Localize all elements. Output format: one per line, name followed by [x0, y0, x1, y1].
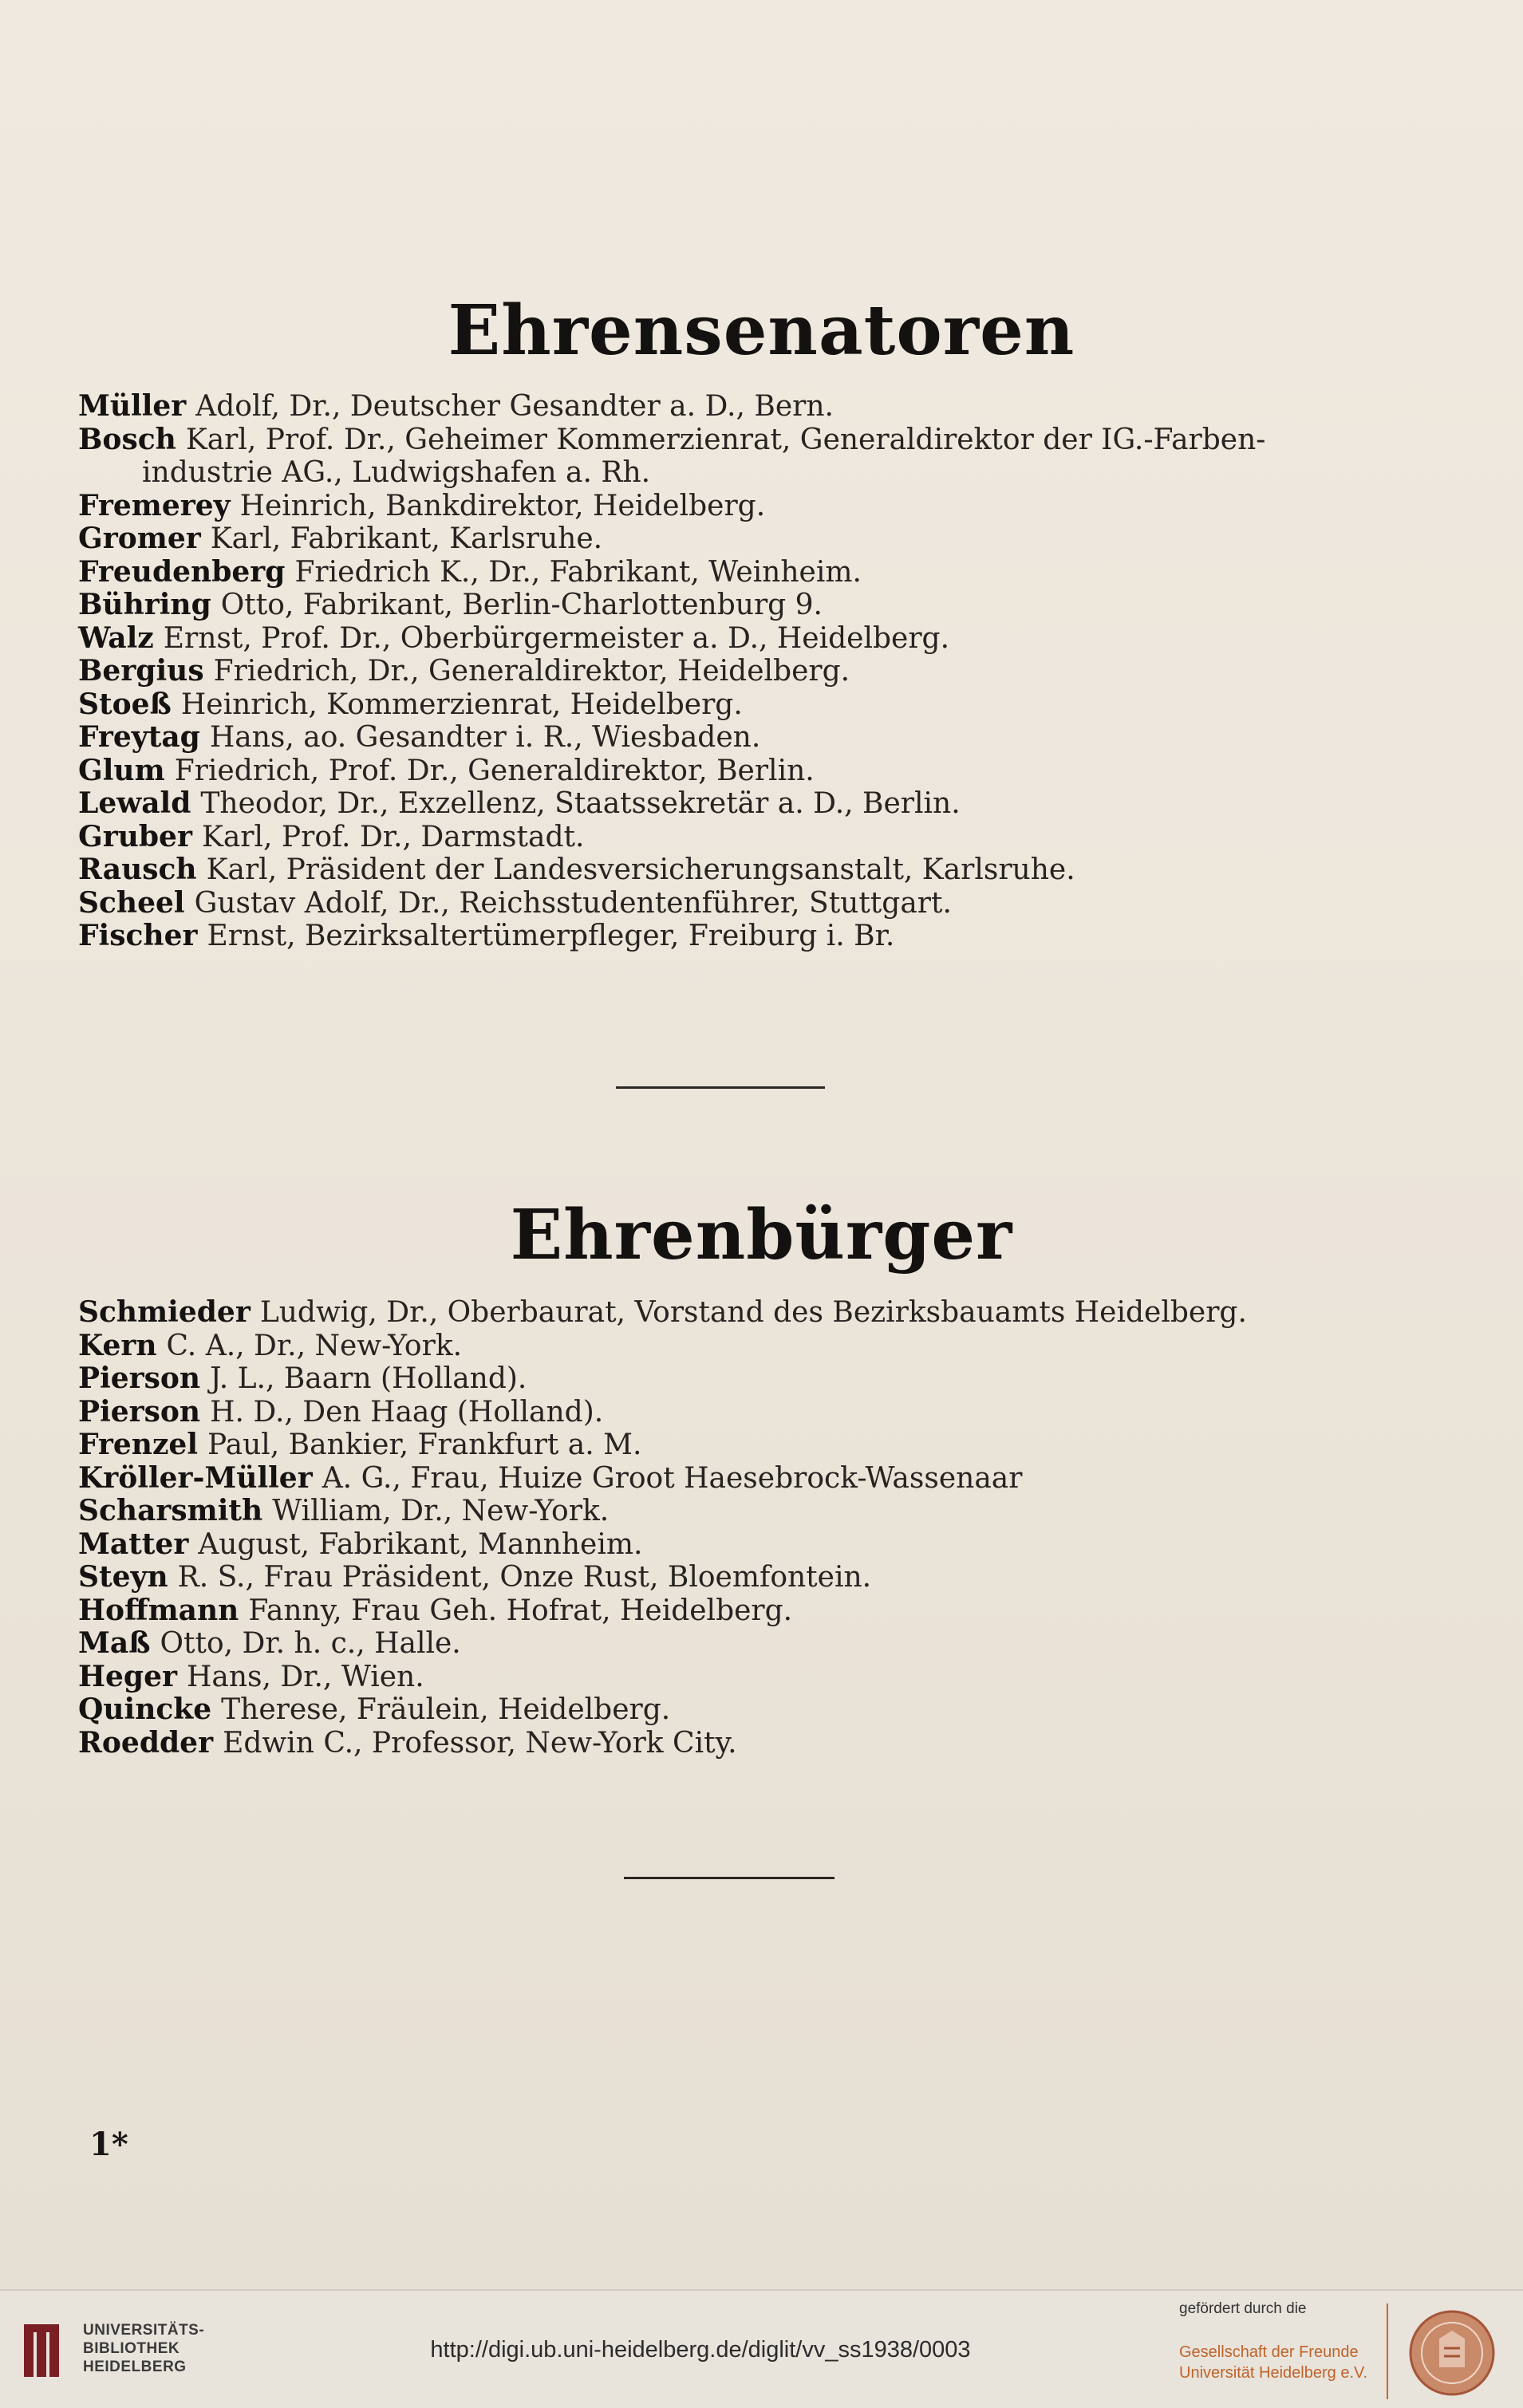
footer-divider	[1387, 2304, 1388, 2399]
entry-text: Gustav Adolf, Dr., Reichsstudentenführer, Stuttgart.	[194, 886, 952, 920]
entry-name: Bergius	[78, 654, 204, 688]
list-item	[78, 1594, 1434, 1628]
entry-text: Friedrich, Dr., Generaldirektor, Heidelberg.	[213, 655, 850, 688]
entry-name: Glum	[78, 753, 165, 787]
list-item	[78, 390, 1434, 424]
entry-name: Hoffmann	[78, 1593, 239, 1627]
permalink-url[interactable]: http://digi.ub.uni-heidelberg.de/diglit/vv_ss1938/0003	[430, 2337, 971, 2363]
entry-name: Steyn	[78, 1560, 168, 1594]
list-item	[78, 1462, 1434, 1496]
list-item	[78, 1693, 1434, 1727]
library-name-line: BIBLIOTHEK	[83, 2340, 180, 2357]
entry-name: Maß	[78, 1626, 151, 1660]
entry-text: Paul, Bankier, Frankfurt a. M.	[207, 1429, 642, 1461]
list-item	[78, 1528, 1434, 1562]
entry-text: Karl, Prof. Dr., Darmstadt.	[201, 820, 585, 853]
list-item	[78, 522, 1434, 556]
entry-text: Ernst, Bezirksaltertümerpfleger, Freiburg i. Br.	[207, 920, 895, 952]
entry-text: A. G., Frau, Huize Groot Haesebrock-Wassenaar	[322, 1461, 1023, 1495]
list-item	[78, 622, 1434, 656]
section-title-ehrenbuerger: Ehrenbürger	[510, 1195, 1013, 1275]
entry-text: Ernst, Prof. Dr., Oberbürgermeister a. D., Heidelberg.	[163, 621, 950, 655]
entry-name: Lewald	[78, 786, 191, 820]
entry-text: Theodor, Dr., Exzellenz, Staatssekretär a. D., Berlin.	[200, 787, 961, 820]
entry-name: Matter	[78, 1527, 189, 1561]
list-item	[78, 1627, 1434, 1661]
viewer-footer	[0, 2289, 1523, 2408]
entry-name: Pierson	[78, 1394, 201, 1429]
sponsor-name	[1179, 2342, 1367, 2383]
entry-name: Gromer	[78, 522, 201, 555]
entry-text: Ludwig, Dr., Oberbaurat, Vorstand des Bezirksbauamts Heidelberg.	[259, 1296, 1247, 1329]
entry-name: Heger	[78, 1659, 177, 1693]
entry-name: Scharsmith	[78, 1494, 263, 1527]
entry-name: Bosch	[78, 422, 176, 456]
entry-name: Rausch	[78, 853, 197, 886]
list-item	[78, 655, 1434, 688]
entry-text: C. A., Dr., New-York.	[166, 1329, 463, 1362]
entry-text: Hans, ao. Gesandter i. R., Wiesbaden.	[209, 721, 761, 754]
list-item	[78, 424, 1434, 490]
entry-text: Fanny, Frau Geh. Hofrat, Heidelberg.	[248, 1594, 793, 1627]
list-item	[78, 787, 1434, 821]
entry-name: Walz	[78, 621, 154, 655]
list-item	[78, 1396, 1434, 1429]
entry-name: Kröller-Müller	[78, 1460, 313, 1495]
list-item	[78, 1362, 1434, 1396]
entry-text: Therese, Fräulein, Heidelberg.	[221, 1693, 671, 1726]
university-seal-icon	[1404, 2308, 1500, 2398]
list-item	[78, 688, 1434, 722]
entry-text: R. S., Frau Präsident, Onze Rust, Bloemfontein.	[177, 1561, 872, 1594]
library-logo-icon	[22, 2323, 70, 2378]
entry-text: Karl, Präsident der Landesversicherungsanstalt, Karlsruhe.	[206, 853, 1075, 886]
entry-text: William, Dr., New-York.	[272, 1495, 610, 1527]
library-name	[83, 2321, 204, 2376]
page-number: 1*	[89, 2126, 128, 2163]
entry-name: Schmieder	[78, 1295, 251, 1329]
section-divider	[624, 1877, 834, 1879]
entry-text: Heinrich, Kommerzienrat, Heidelberg.	[180, 688, 743, 721]
list-item	[78, 490, 1434, 523]
entry-name: Kern	[78, 1328, 157, 1362]
entry-text: Friedrich, Prof. Dr., Generaldirektor, Berlin.	[174, 754, 815, 787]
entry-text: H. D., Den Haag (Holland).	[210, 1395, 604, 1429]
section-title-ehrensenatoren: Ehrensenatoren	[448, 290, 1075, 371]
library-name-line: HEIDELBERG	[83, 2359, 187, 2375]
list-item	[78, 1495, 1434, 1528]
entry-text: Hans, Dr., Wien.	[186, 1660, 424, 1693]
entry-text: August, Fabrikant, Mannheim.	[198, 1527, 643, 1561]
entry-name: Quincke	[78, 1693, 212, 1726]
entry-text: Heinrich, Bankdirektor, Heidelberg.	[239, 489, 766, 522]
entry-name: Roedder	[78, 1725, 214, 1760]
list-item	[78, 1661, 1434, 1694]
entry-name: Müller	[78, 389, 187, 423]
list-item	[78, 1296, 1434, 1330]
list-item	[78, 755, 1434, 788]
entry-name: Pierson	[78, 1362, 201, 1395]
ehrenbuerger-list	[78, 1296, 1434, 1760]
list-item	[78, 589, 1434, 622]
entry-text: Friedrich K., Dr., Fabrikant, Weinheim.	[294, 555, 862, 589]
sponsor-prefix: gefördert durch die	[1179, 2300, 1307, 2317]
entry-name: Gruber	[78, 819, 192, 853]
entry-text: Karl, Prof. Dr., Geheimer Kommerzienrat, Generaldirektor der IG.-Farben-	[185, 423, 1266, 456]
list-item	[78, 821, 1434, 854]
list-item	[78, 920, 1434, 953]
entry-name: Stoeß	[78, 687, 172, 721]
entry-text: Otto, Dr. h. c., Halle.	[160, 1627, 461, 1660]
entry-name: Frenzel	[78, 1428, 198, 1461]
entry-name: Freytag	[78, 720, 200, 754]
sponsor-line: Universität Heidelberg e.V.	[1179, 2364, 1368, 2382]
ehrensenatoren-list	[78, 390, 1434, 953]
library-name-line: UNIVERSITÄTS-	[83, 2322, 205, 2339]
list-item	[78, 1330, 1434, 1363]
list-item	[78, 721, 1434, 755]
entry-text: Karl, Fabrikant, Karlsruhe.	[210, 522, 603, 555]
list-item	[78, 853, 1434, 887]
entry-text: Edwin C., Professor, New-York City.	[223, 1726, 737, 1760]
entry-name: Fremerey	[78, 488, 231, 522]
entry-continuation: industrie AG., Ludwigshafen a. Rh.	[142, 456, 651, 489]
list-item	[78, 1561, 1434, 1594]
section-divider	[616, 1086, 825, 1089]
entry-name: Bühring	[78, 588, 211, 621]
entry-name: Fischer	[78, 919, 198, 952]
list-item	[78, 556, 1434, 589]
list-item	[78, 1429, 1434, 1462]
entry-text: Otto, Fabrikant, Berlin-Charlottenburg 9.	[220, 589, 823, 621]
entry-text: Adolf, Dr., Deutscher Gesandter a. D., Bern.	[195, 390, 834, 423]
list-item	[78, 1727, 1434, 1760]
entry-name: Freudenberg	[78, 554, 286, 589]
list-item	[78, 887, 1434, 920]
entry-name: Scheel	[78, 885, 185, 920]
sponsor-line: Gesellschaft der Freunde	[1179, 2343, 1359, 2361]
entry-text: J. L., Baarn (Holland).	[210, 1362, 527, 1395]
